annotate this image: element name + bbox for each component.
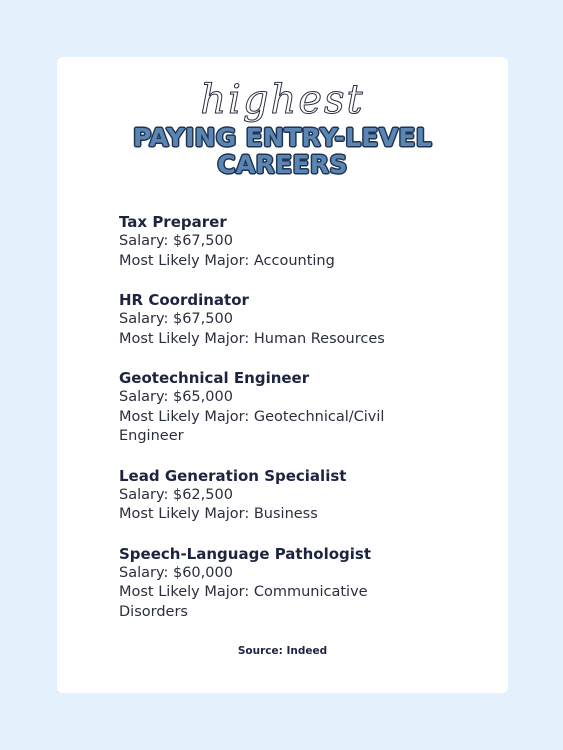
title-line-2: CAREERS <box>217 150 348 179</box>
career-salary: Salary: $62,500 <box>119 486 233 503</box>
career-major-continued: Engineer <box>119 428 184 444</box>
career-salary: Salary: $67,500 <box>119 233 233 249</box>
career-item <box>119 212 479 271</box>
career-item <box>119 368 479 447</box>
career-salary: Salary: $65,000 <box>119 389 233 405</box>
career-major: Most Likely Major: Human Resources <box>119 330 385 347</box>
career-name: Speech-Language Pathologist <box>119 544 372 563</box>
career-item <box>119 290 479 349</box>
career-name: Tax Preparer <box>119 213 227 231</box>
career-major-continued: Disorders <box>119 603 188 620</box>
career-list <box>119 212 479 641</box>
title-line-1: PAYING ENTRY-LEVEL <box>132 123 433 152</box>
career-major: Most Likely Major: Accounting <box>119 252 335 269</box>
career-item <box>119 466 479 525</box>
career-major: Most Likely Major: Communicative <box>119 584 368 600</box>
heading <box>57 57 508 187</box>
career-major: Most Likely Major: Geotechnical/Civil <box>119 408 385 425</box>
career-name: Geotechnical Engineer <box>119 369 310 387</box>
script-word-highest: highest <box>200 77 365 123</box>
career-name: Lead Generation Specialist <box>119 466 347 485</box>
career-salary: Salary: $60,000 <box>119 564 233 581</box>
career-major: Most Likely Major: Business <box>119 506 318 522</box>
source-note: Source: Indeed <box>237 645 328 657</box>
career-name: HR Coordinator <box>119 291 249 309</box>
career-item <box>119 544 479 623</box>
career-salary: Salary: $67,500 <box>119 311 233 327</box>
content-card <box>57 57 508 693</box>
